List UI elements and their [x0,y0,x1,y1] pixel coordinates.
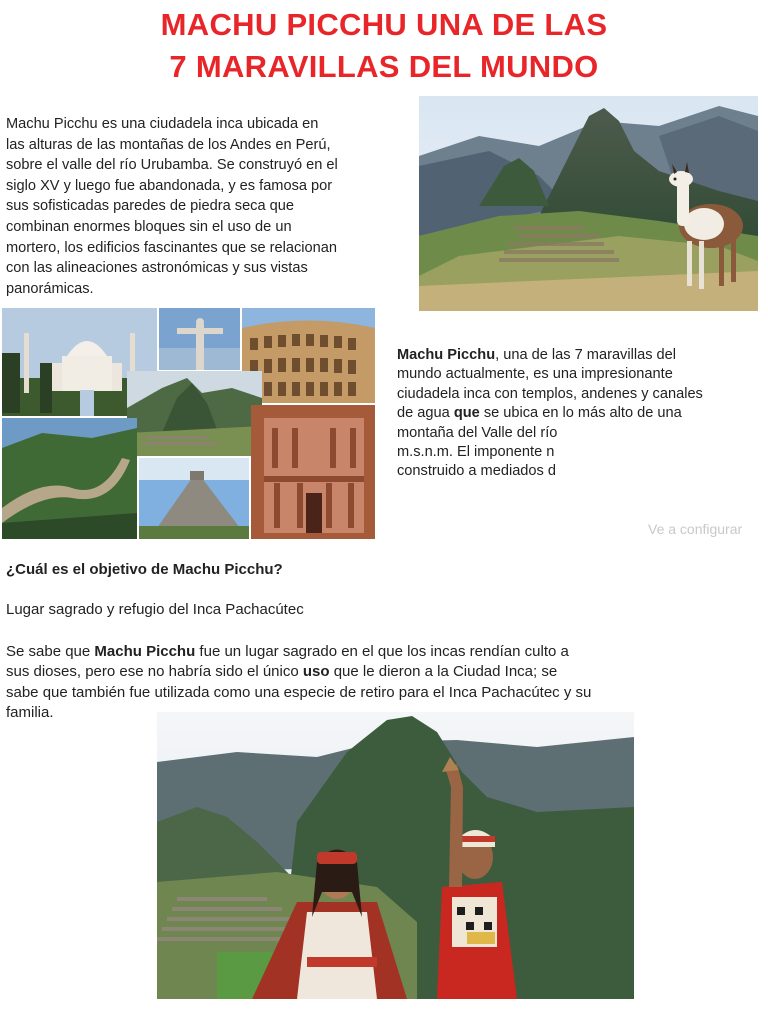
que-bold: que [453,405,480,422]
intro-line: combinan enormes bloques sin el uso de un [6,218,292,235]
intro-line: sus sofisticadas paredes de piedra seca que [6,198,294,215]
intro-line: siglo XV y luego fue abandonada, y es famosa por [6,177,333,194]
title-line-1: MACHU PICCHU UNA DE LAS [160,7,608,42]
section-heading: ¿Cuál es el objetivo de Machu Picchu? [6,561,283,578]
machu-picchu-bold: Machu Picchu [397,347,496,363]
uso-bold: uso [302,663,330,681]
inca-couple-photo [157,712,634,999]
intro-line: mortero, los edificios fascinantes que se relacionan [6,239,337,256]
petra-image [251,405,375,539]
intro-line: panorámicas. [6,280,94,297]
intro-line: sobre el valle del río Urubamba. Se construyó en el [6,157,338,174]
side-line: ciudadela inca con templos, andenes y canales [397,385,703,402]
title-line-2: 7 MARAVILLAS DEL MUNDO [169,49,599,84]
watermark-text: Ve a configurar [648,521,743,537]
page-title [0,4,768,88]
side-line [397,404,762,423]
intro-line: con las alineaciones astronómicas y sus vistas [6,260,308,277]
intro-paragraph [6,114,406,299]
christ-redeemer-image [159,308,240,370]
machu-picchu-llama-photo [419,96,758,311]
body-text: sus dioses, pero ese no habría sido el único [6,663,303,681]
body-text: Se sabe que [6,643,95,660]
side-text: de agua [397,405,454,422]
side-line: construido a mediados d [397,463,557,480]
body-line: sabe que también fue utilizada como una especie de retiro para el Inca Pachacútec y su [6,683,592,701]
side-paragraph [397,346,762,482]
great-wall-image [2,418,137,539]
side-line [397,346,762,365]
side-text: , una de las 7 maravillas del [495,347,677,363]
machu-picchu-small-image [127,371,262,456]
seven-wonders-collage [2,308,375,539]
side-line: m.s.n.m. El imponente n [397,444,555,461]
side-line: montaña del Valle del río [397,424,558,441]
body-line: familia. [6,704,54,722]
intro-line: las alturas de las montañas de los Andes en Perú, [6,136,331,153]
body-line [6,662,746,682]
machu-picchu-bold: Machu Picchu [94,643,196,660]
intro-line: Machu Picchu es una ciudadela inca ubicada en [6,116,319,132]
body-text: que le dieron a la Ciudad Inca; se [329,663,558,681]
side-text: se ubica en lo más alto de una [479,405,682,422]
body-text: fue un lugar sagrado en el que los incas rendían culto a [195,643,569,660]
side-line: mundo actualmente, es una impresionante [397,366,673,383]
chichen-itza-image [139,458,249,539]
section-subheading: Lugar sagrado y refugio del Inca Pachacútec [6,601,304,618]
body-line [6,642,746,662]
